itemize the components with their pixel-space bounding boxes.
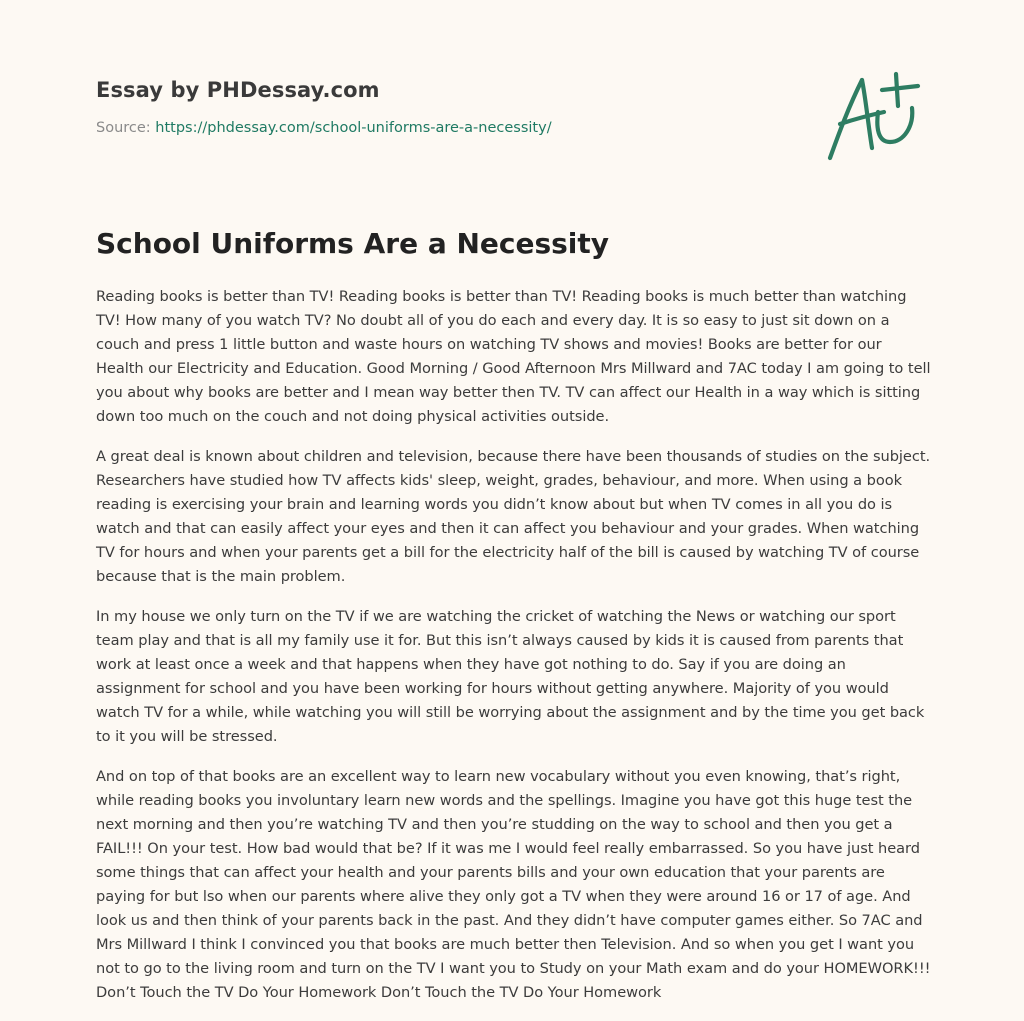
site-brand: Essay by PHDessay.com [96, 78, 380, 102]
a-plus-icon [818, 66, 928, 166]
source-label: Source: [96, 120, 151, 136]
essay-title: School Uniforms Are a Necessity [96, 227, 610, 260]
essay-body [96, 285, 931, 1021]
essay-paragraph: Reading books is better than TV! Reading books is better than TV! Reading books is much better than watching TV! How many of you watch TV? No doubt all of you do each and every day. It is so easy to just sit down on a couch and press 1 little button and waste hours on watching TV shows and movies! Books are better for our Health our Electricity and Education. Good Morning / Good Afternoon Mrs Millward and 7AC today I am going to tell you about why books are better and I mean way better then TV. TV can affect our Health in a way which is sitting down too much on the couch and not doing physical activities outside. [96, 288, 931, 425]
essay-paragraph: And on top of that books are an excellent way to learn new vocabulary without you even knowing, that’s right, while reading books you involuntary learn new words and the spellings. Imagine you have got this huge test the next morning and then you’re watching TV and then you’re studding on the way to school and then you get a FAIL!!! On your test. How bad would that be? If it was me I would feel really embarrassed. So you have just heard some things that can affect your health and your parents bills and your own education that your parents are paying for but lso when our parents where alive they only got a TV when they were around 16 or 17 of age. And look us and then think of your parents back in the past. And they didn’t have computer games either. So 7AC and Mrs Millward I think I convinced you that books are much better then Television. And so when you get I want you not to go to the living room and turn on the TV I want you to Study on your Math exam and do your HOMEWORK!!! Don’t Touch the TV Do Your Homework Don’t Touch the TV Do Your Homework [96, 768, 931, 1001]
source-link[interactable]: https://phdessay.com/school-uniforms-are-a-necessity/ [155, 120, 552, 136]
essay-paragraph: In my house we only turn on the TV if we are watching the cricket of watching the News or watching our sport team play and that is all my family use it for. But this isn’t always caused by kids it is caused from parents that work at least once a week and that happens when they have got nothing to do. Say if you are doing an assignment for school and you have been working for hours without getting anywhere. Majority of you would watch TV for a while, while watching you will still be worrying about the assignment and by the time you get back to it you will be stressed. [96, 608, 925, 745]
essay-paragraph: A great deal is known about children and television, because there have been thousands of studies on the subject. Researchers have studied how TV affects kids' sleep, weight, grades, behaviour, and more. When using a book reading is exercising your brain and learning words you didn’t know about but when TV comes in all you do is watch and that can easily affect your eyes and then it can affect you behaviour and your grades. When watching TV for hours and when your parents get a bill for the electricity half of the bill is caused by watching TV of course because that is the main problem. [96, 448, 931, 585]
source-line [96, 118, 796, 138]
page-header [96, 74, 796, 138]
